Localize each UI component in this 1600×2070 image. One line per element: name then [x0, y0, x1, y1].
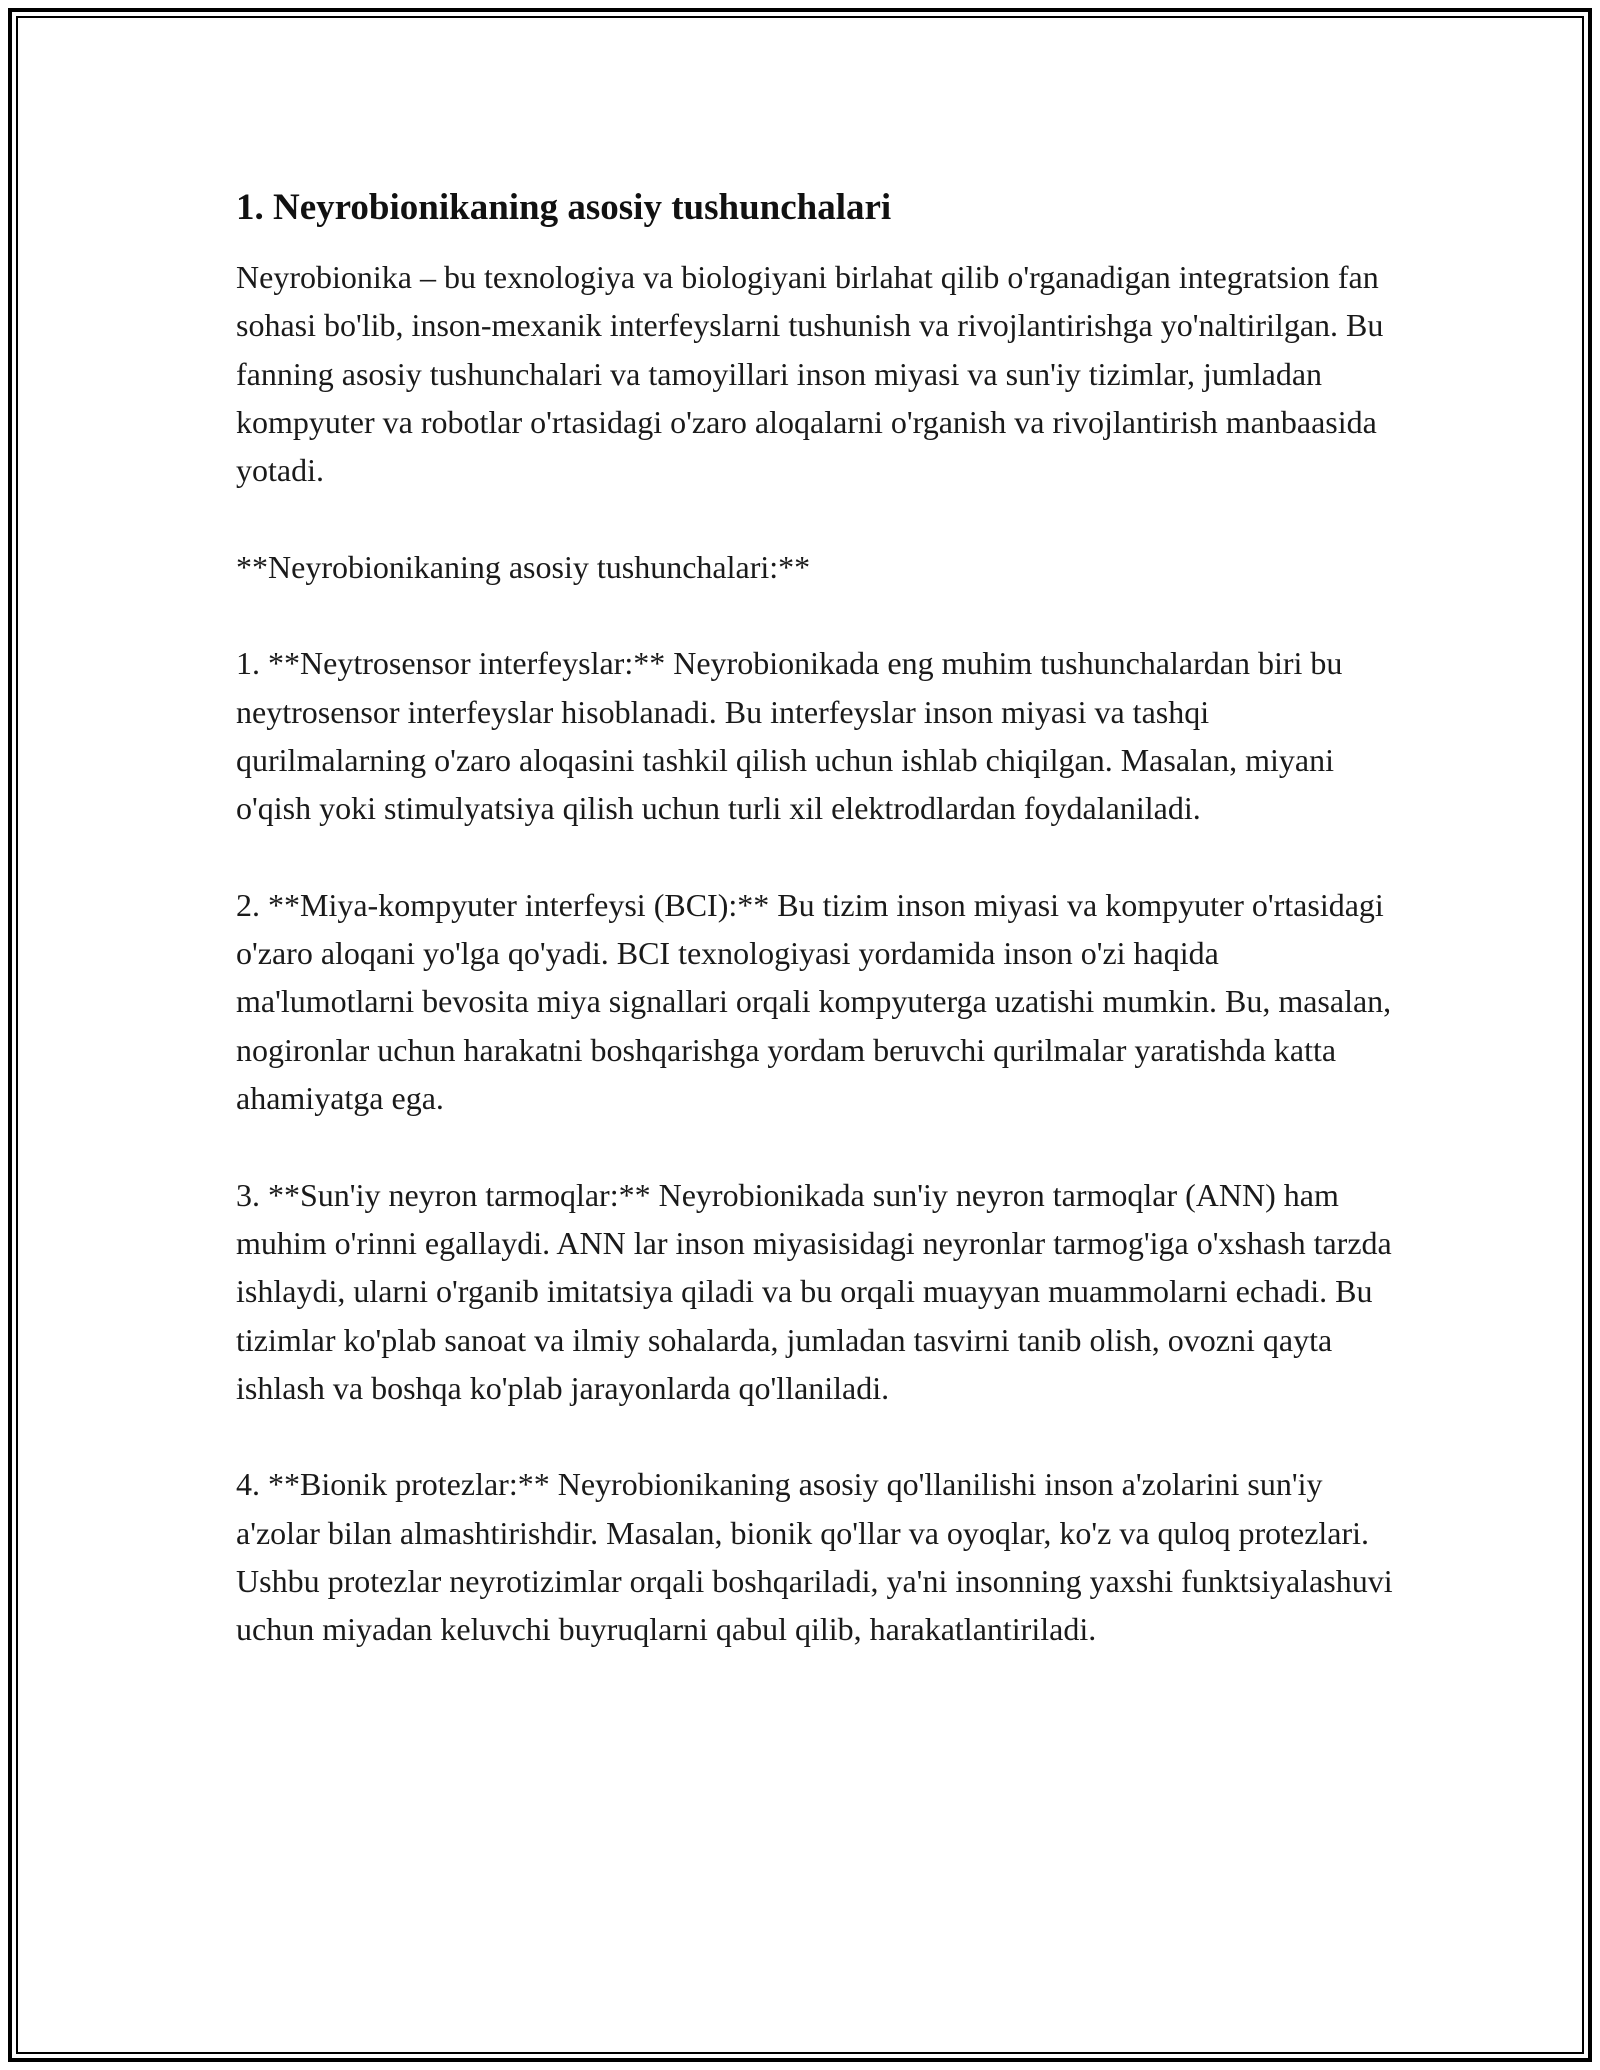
- list-item-protezlar: 4. **Bionik protezlar:** Neyrobionikaning asosiy qo'llanilishi inson a'zolarini sun'iy a'zolar bilan almashtirishdir. Masalan, bionik qo'llar va oyoqlar, ko'z va quloq protezlari. Ushbu protezlar neyrotizimlar orqali boshqariladi, ya'ni insonning yaxshi funktsiyalashuvi uchun miyadan keluvchi buyruqlarni qabul qilib, harakatlantiriladi.: [236, 1466, 1393, 1648]
- intro-paragraph: Neyrobionika – bu texnologiya va biologiyani birlahat qilib o'rganadigan integratsion fan sohasi bo'lib, inson-mexanik interfeyslarni tushunish va rivojlantirishga yo'naltirilgan. Bu fanning asosiy tushunchalari va tamoyillari inson miyasi va sun'iy tizimlar, jumladan kompyuter va robotlar o'rtasidagi o'zaro aloqalarni o'rganish va rivojlantirish manbaasida yotadi.: [236, 259, 1384, 489]
- section-heading: **Neyrobionikaning asosiy tushunchalari:**: [236, 548, 811, 585]
- list-item-neytrosensor: 1. **Neytrosensor interfeyslar:** Neyrobionikada eng muhim tushunchalardan biri bu neytrosensor interfeyslar hisoblanadi. Bu interfeyslar inson miyasi va tashqi qurilmalarning o'zaro aloqasini tashkil qilish uchun ishlab chiqilgan. Masalan, miyani o'qish yoki stimulyatsiya qilish uchun turli xil elektrodlardan foydalaniladi.: [236, 645, 1343, 827]
- list-item-ann: 3. **Sun'iy neyron tarmoqlar:** Neyrobionikada sun'iy neyron tarmoqlar (ANN) ham muhim o'rinni egallaydi. ANN lar inson miyasisidagi neyronlar tarmog'iga o'xshash tarzda ishlaydi, ularni o'rganib imitatsiya qiladi va bu orqali muayyan muammolarni echadi. Bu tizimlar ko'plab sanoat va ilmiy sohalarda, jumladan tasvirni tanib olish, ovozni qayta ishlash va boshqa ko'plab jarayonlarda qo'llaniladi.: [236, 1176, 1392, 1406]
- document-body: [236, 185, 1396, 1702]
- document-title: 1. Neyrobionikaning asosiy tushunchalari: [236, 187, 892, 228]
- list-item-bci: 2. **Miya-kompyuter interfeysi (BCI):** Bu tizim inson miyasi va kompyuter o'rtasidagi o'zaro aloqani yo'lga qo'yadi. BCI texnologiyasi yordamida inson o'zi haqida ma'lumotlarni bevosita miya signallari orqali kompyuterga uzatishi mumkin. Bu, masalan, nogironlar uchun harakatni boshqarishga yordam beruvchi qurilmalar yaratishda katta ahamiyatga ega.: [236, 886, 1392, 1117]
